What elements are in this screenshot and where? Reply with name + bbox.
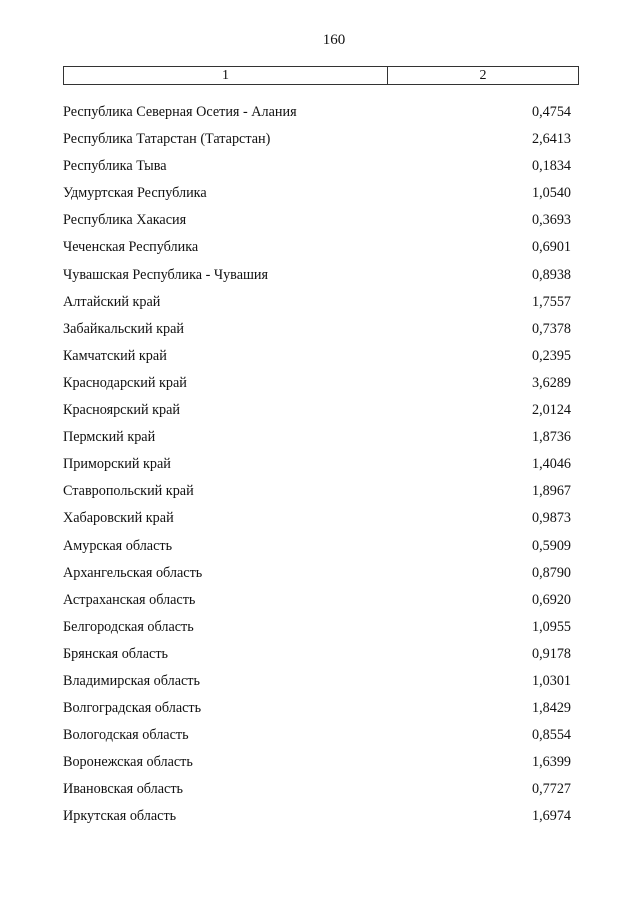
page-number: 160 [322, 32, 346, 48]
table-row [63, 698, 571, 725]
region-value: 0,8790 [531, 564, 571, 581]
table-row [63, 210, 571, 237]
region-name: Владимирская область [63, 672, 200, 689]
region-value: 0,9873 [531, 510, 571, 527]
region-value: 1,0301 [531, 672, 571, 689]
table-row [63, 617, 571, 644]
table-row [63, 752, 571, 779]
region-value: 0,2395 [531, 347, 571, 364]
region-name: Волгоградская область [63, 700, 202, 717]
region-name: Чувашская Республика - Чувашия [63, 266, 269, 283]
region-name: Вологодская область [63, 727, 189, 744]
region-name: Амурская область [63, 537, 173, 554]
table-header [63, 66, 579, 85]
region-value: 0,7378 [531, 320, 571, 337]
region-name: Ставропольский край [63, 483, 194, 500]
region-name: Чеченская Республика [63, 239, 199, 256]
region-value: 0,1834 [531, 158, 571, 175]
table-row [63, 319, 571, 346]
table-row [63, 427, 571, 454]
region-name: Забайкальский край [63, 320, 184, 337]
region-value: 0,5909 [531, 537, 571, 554]
column-header-2: 2 [479, 68, 487, 83]
region-name: Белгородская область [63, 618, 194, 635]
region-name: Хабаровский край [63, 510, 174, 527]
region-value: 1,4046 [531, 456, 571, 473]
region-value: 1,6399 [531, 754, 571, 771]
region-name: Астраханская область [63, 591, 196, 608]
region-name: Ивановская область [63, 781, 184, 798]
column-header-1: 1 [64, 67, 388, 84]
table-row [63, 346, 571, 373]
region-value: 0,3693 [531, 212, 571, 229]
region-value: 0,8938 [531, 266, 571, 283]
region-value: 2,0124 [531, 402, 571, 419]
table-row [63, 536, 571, 563]
table-row [63, 102, 571, 129]
region-name: Республика Тыва [63, 158, 167, 175]
table-row [63, 454, 571, 481]
region-name: Камчатский край [63, 347, 167, 364]
region-name: Удмуртская Республика [63, 185, 207, 202]
table-row [63, 183, 571, 210]
region-name: Алтайский край [63, 293, 161, 310]
region-name: Иркутская область [63, 808, 177, 825]
table-row [63, 779, 571, 806]
region-name: Воронежская область [63, 754, 193, 771]
region-name: Приморский край [63, 456, 171, 473]
table-body [63, 102, 571, 834]
table-row [63, 129, 571, 156]
table-row [63, 725, 571, 752]
region-value: 1,8967 [531, 483, 571, 500]
region-value: 3,6289 [531, 374, 571, 391]
table-row [63, 156, 571, 183]
region-name: Пермский край [63, 429, 156, 446]
region-value: 0,6920 [531, 591, 571, 608]
table-row [63, 481, 571, 508]
region-value: 0,4754 [531, 104, 571, 120]
region-value: 1,7557 [531, 293, 571, 310]
region-name: Республика Татарстан (Татарстан) [63, 131, 271, 148]
region-name: Брянская область [63, 645, 169, 662]
region-value: 1,6974 [531, 808, 571, 825]
region-name: Краснодарский край [63, 374, 187, 391]
table-row [63, 590, 571, 617]
table-row [63, 671, 571, 698]
region-value: 1,0955 [531, 618, 571, 635]
table-row [63, 373, 571, 400]
table-row [63, 806, 571, 833]
table-row [63, 400, 571, 427]
region-value: 0,9178 [531, 645, 571, 662]
region-value: 1,0540 [531, 185, 571, 202]
table-row [63, 644, 571, 671]
region-name: Красноярский край [63, 402, 180, 419]
region-value: 0,8554 [531, 727, 571, 744]
region-value: 0,6901 [531, 239, 571, 256]
region-value: 2,6413 [531, 131, 571, 148]
region-name: Республика Северная Осетия - Алания [63, 104, 297, 120]
region-value: 0,7727 [531, 781, 571, 798]
region-value: 1,8736 [531, 429, 571, 446]
table-row [63, 292, 571, 319]
region-value: 1,8429 [531, 700, 571, 717]
region-name: Республика Хакасия [63, 212, 187, 229]
region-name: Архангельская область [63, 564, 203, 581]
table-row [63, 563, 571, 590]
table-row [63, 265, 571, 292]
table-row [63, 508, 571, 535]
table-row [63, 237, 571, 264]
